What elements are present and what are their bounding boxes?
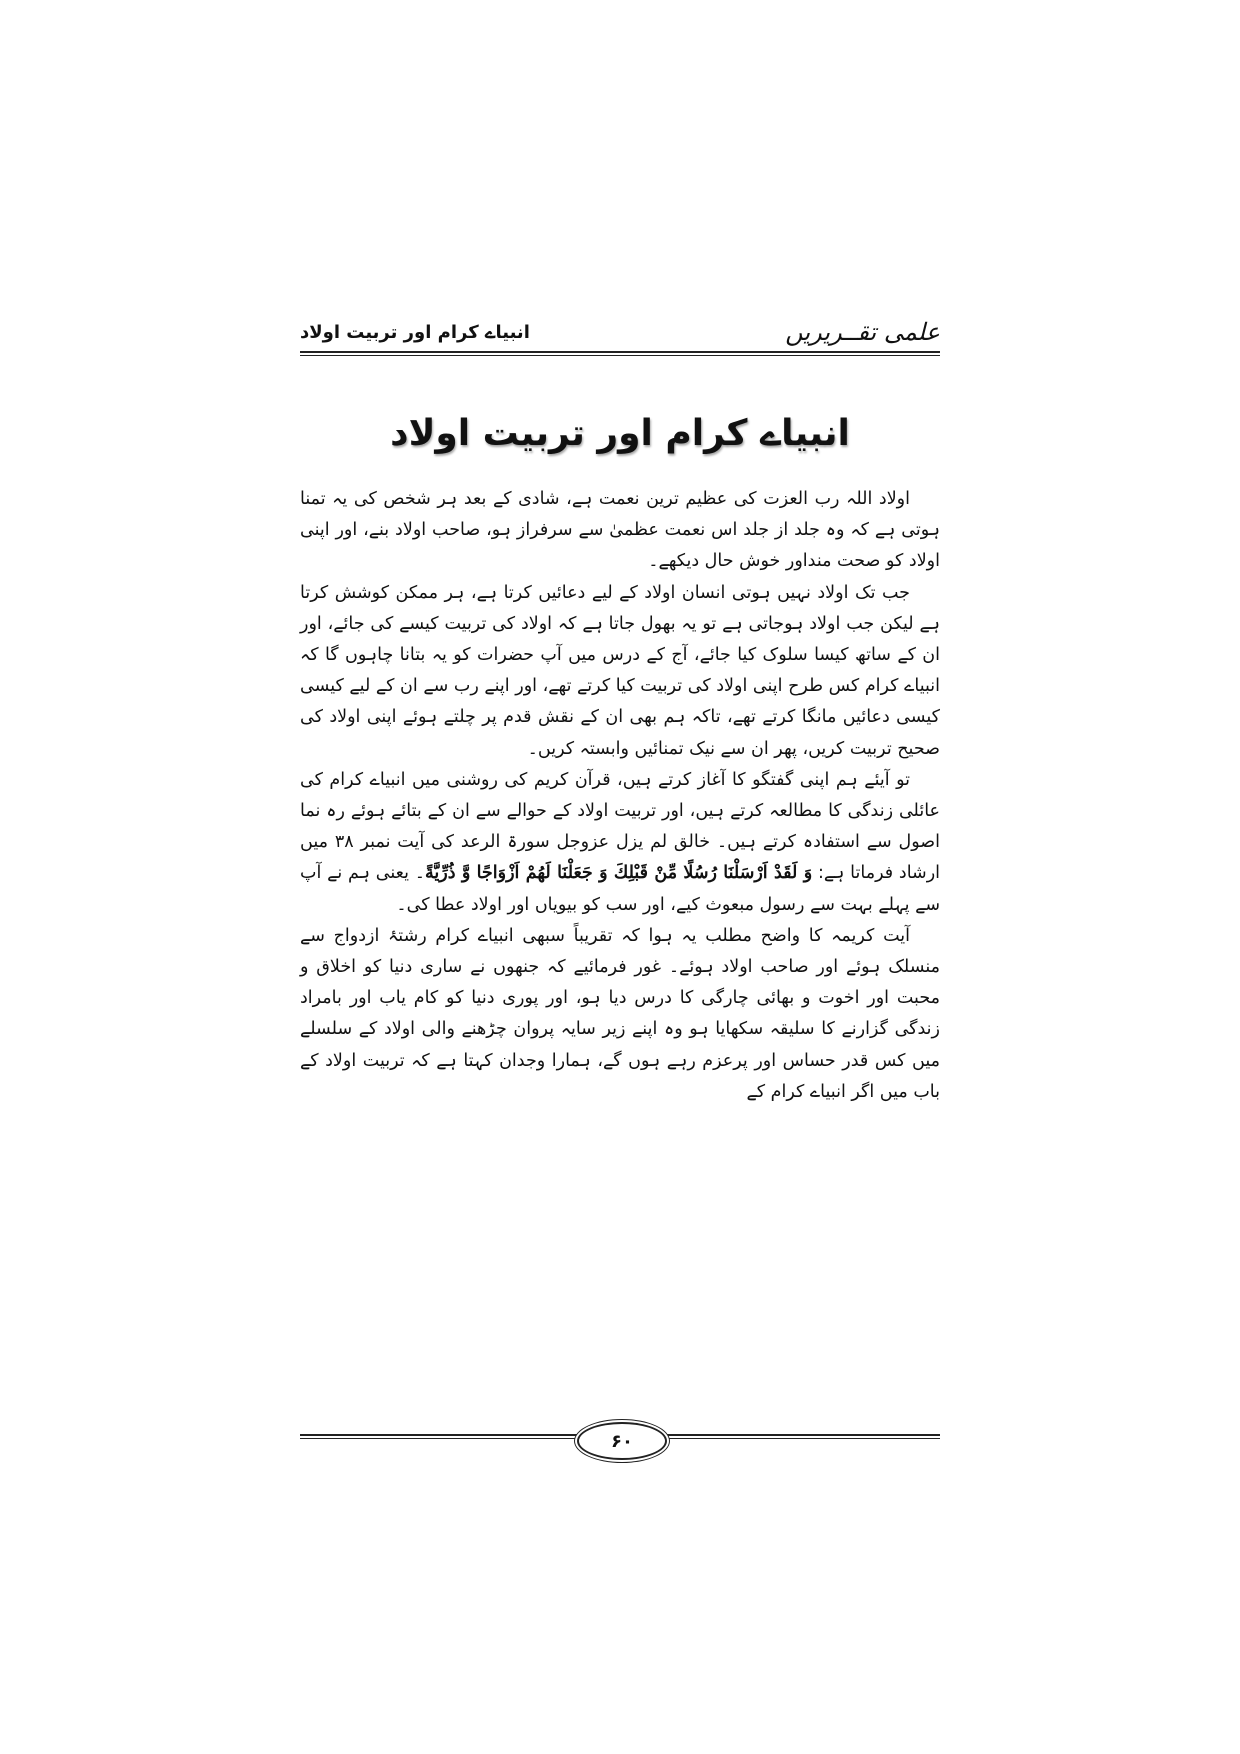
running-header	[300, 300, 940, 350]
paragraph-1: اولاد اللہ رب العزت کی عظیم ترین نعمت ہے، شادی کے بعد ہر شخص کی یہ تمنا ہوتی ہے کہ وہ جلد از جلد اس نعمت عظمیٰ سے سرفراز ہو، صاحب اولاد بنے، اور اپنی اولاد کو صحت منداور خوش حال دیکھے۔	[300, 489, 940, 572]
paragraph-3	[300, 765, 940, 921]
quran-verse: وَ لَقَدْ اَرْسَلْنَا رُسُلًا مِّنْ قَبْلِكَ وَ جَعَلْنَا لَهُمْ اَزْوَاجًا وَّ ذُرِّيَّةً	[425, 863, 813, 884]
header-chapter-title: انبیاے کرام اور تربیت اولاد	[300, 322, 530, 343]
paragraph-3-intro: تو آیئے ہم اپنی گفتگو کا آغاز کرتے ہیں، قرآن کریم کی روشنی میں انبیاے کرام کی عائلی زندگی کا مطالعہ کرتے ہیں، اور تربیت اولاد کے حوالے سے ان کے بتائے ہوئے رہ نما اصول سے استفادہ کرتے ہیں۔ خالق لم یزل عزوجل سورۃ الرعد کی آیت نمبر ۳۸ میں ارشاد فرماتا ہے:	[300, 769, 941, 884]
page-footer	[300, 1422, 940, 1482]
paragraph-3-translation: ۔ یعنی ہم نے آپ سے پہلے بہت سے رسول مبعوث کیے، اور سب کو بیویاں اور اولاد عطا کی۔	[300, 863, 940, 915]
paragraph-2: جب تک اولاد نہیں ہوتی انسان اولاد کے لیے دعائیں کرتا ہے، ہر ممکن کوشش کرتا ہے لیکن جب اولاد ہوجاتی ہے تو یہ بھول جاتا ہے کہ اولاد کی تربیت کیسے کی جائے، اور ان کے ساتھ کیسا سلوک کیا جائے، آج کے درس میں آپ حضرات کو یہ بتانا چاہوں گا کہ انبیاے کرام کس طرح اپنی اولاد کی تربیت کیا کرتے تھے، اور اپنے رب سے ان کے لیے کیسی کیسی دعائیں مانگا کرتے تھے، تاکہ ہم بھی ان کے نقش قدم پر چلتے ہوئے اپنی اولاد کی صحیح تربیت کریں، پھر ان سے نیک تمنائیں وابستہ کریں۔	[300, 582, 940, 759]
chapter-title: انبیاے کرام اور تربیت اولاد	[390, 413, 850, 454]
body-text	[300, 484, 940, 1108]
page-number: ۶۰	[577, 1422, 667, 1460]
header-book-title: علمی تقــریریں	[785, 318, 940, 346]
paragraph-4: آیت کریمہ کا واضح مطلب یہ ہوا کہ تقریباً سبھی انبیاے کرام رشتۂ ازدواج سے منسلک ہوئے اور صاحب اولاد ہوئے۔ غور فرمائیے کہ جنھوں نے ساری دنیا کو اخلاق و محبت اور اخوت و بھائی چارگی کا درس دیا ہو، اور پوری دنیا کو کام یاب اور بامراد زندگی گزارنے کا سلیقہ سکھایا ہو وہ اپنے زیر سایہ پروان چڑھنے والی اولاد کے سلسلے میں کس قدر حساس اور پرعزم رہے ہوں گے، ہمارا وجدان کہتا ہے کہ تربیت اولاد کے باب میں اگر انبیاے کرام کے	[300, 925, 940, 1102]
header-double-rule	[300, 351, 940, 356]
